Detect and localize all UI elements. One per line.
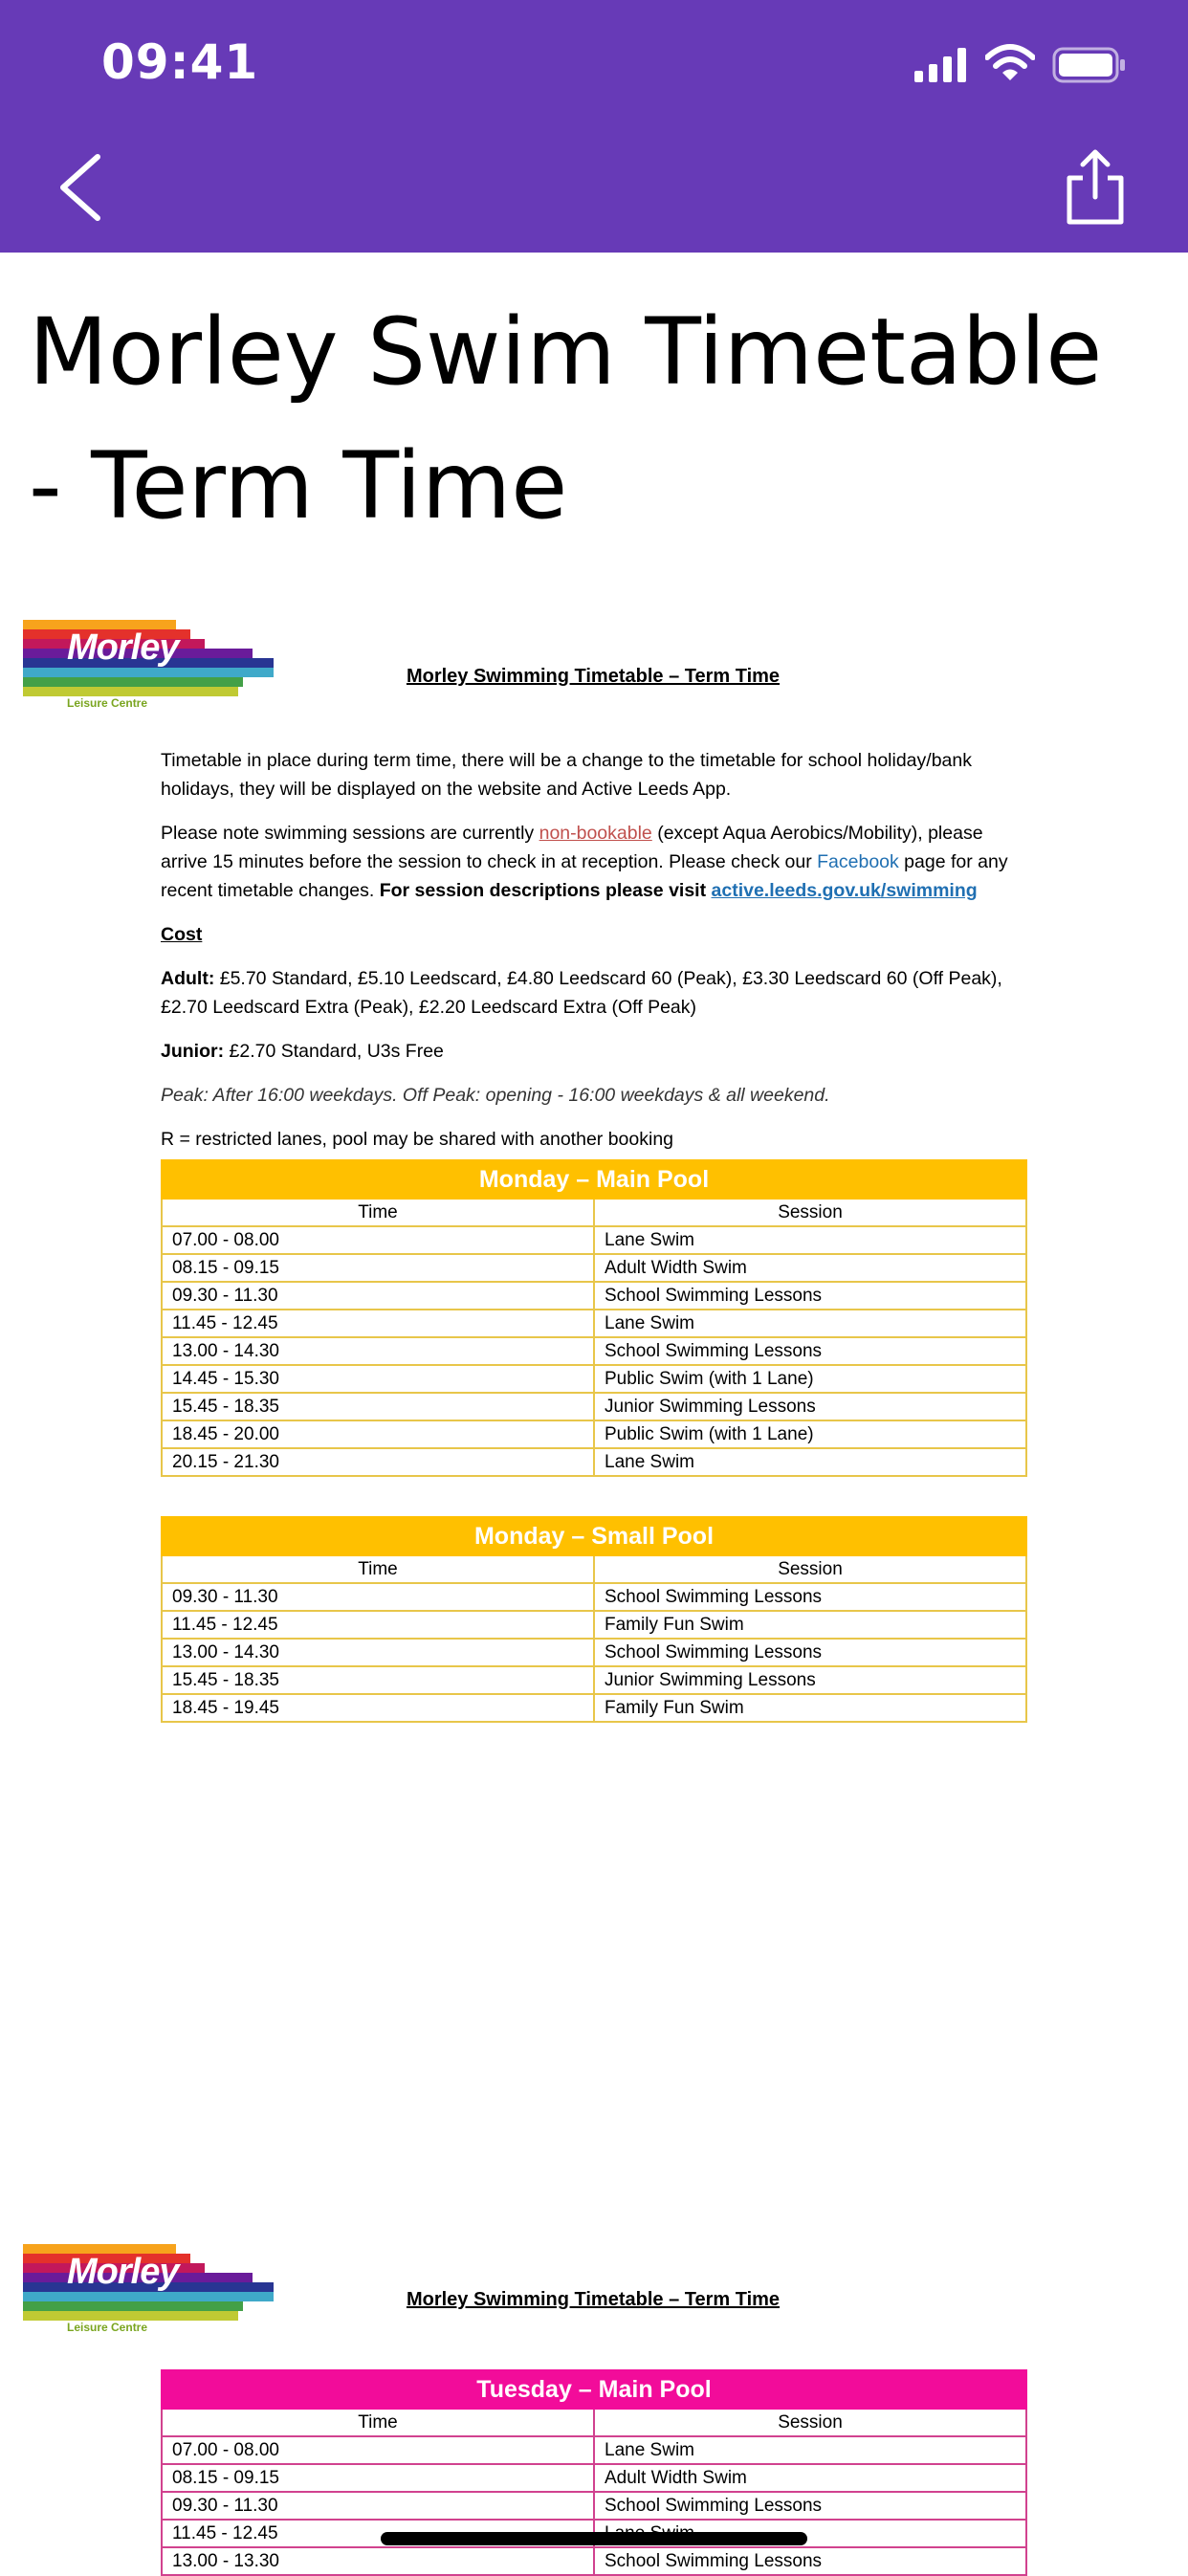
table-row <box>162 1393 1026 1420</box>
session-column-header: Session <box>594 2409 1026 2436</box>
adult-label: Adult: <box>161 968 215 989</box>
battery-icon <box>1052 46 1127 84</box>
time-cell: 14.45 - 15.30 <box>162 1365 594 1393</box>
restricted-note: R = restricted lanes, pool may be shared with another booking <box>161 1129 674 1150</box>
adult-price-text: £5.70 Standard, £5.10 Leedscard, £4.80 Leedscard 60 (Peak), £3.30 Leedscard 60 (Off Peak), £2.70 Leedscard Extra (Peak), £2.20 Leedscard Extra (Off Peak) <box>161 968 1002 1018</box>
logo-subtitle: Leisure Centre <box>67 696 148 710</box>
time-cell: 09.30 - 11.30 <box>162 2492 594 2520</box>
time-cell: 15.45 - 18.35 <box>162 1393 594 1420</box>
monday-main-pool-table <box>161 1159 1027 1477</box>
facebook-link[interactable]: Facebook <box>817 851 899 872</box>
status-time: 09:41 <box>101 34 259 90</box>
morley-logo <box>23 2244 274 2334</box>
table-row <box>162 2436 1026 2464</box>
session-cell: Lane Swim <box>594 1310 1026 1337</box>
intro-text <box>161 746 1031 1169</box>
table-row <box>162 1337 1026 1365</box>
session-cell: Adult Width Swim <box>594 1254 1026 1282</box>
time-cell: 08.15 - 09.15 <box>162 1254 594 1282</box>
table-row <box>162 1639 1026 1666</box>
notice-text: page for any recent timetable changes. <box>161 851 1008 901</box>
session-column-header: Session <box>594 1199 1026 1226</box>
junior-price-text: £2.70 Standard, U3s Free <box>224 1041 444 1062</box>
table-row <box>162 1666 1026 1694</box>
notice-text: Please note swimming sessions are currently <box>161 823 539 844</box>
session-cell: School Swimming Lessons <box>594 1337 1026 1365</box>
notice-text: (except Aqua Aerobics/Mobility), please arrive 15 minutes before the session to check in at reception. Please check our <box>161 823 983 872</box>
junior-label: Junior: <box>161 1041 225 1062</box>
home-indicator[interactable] <box>381 2532 807 2545</box>
table-row <box>162 1420 1026 1448</box>
session-cell: Family Fun Swim <box>594 1694 1026 1722</box>
adult-prices <box>161 964 1031 1022</box>
time-column-header: Time <box>162 1555 594 1583</box>
time-cell: 13.00 - 13.30 <box>162 2547 594 2575</box>
notice-bold-text: For session descriptions please visit <box>379 880 712 901</box>
morley-logo <box>23 620 274 710</box>
session-cell: School Swimming Lessons <box>594 2492 1026 2520</box>
session-cell: School Swimming Lessons <box>594 1282 1026 1310</box>
table-row <box>162 1310 1026 1337</box>
logo-name: Morley <box>67 2252 179 2292</box>
table-title: Monday – Main Pool <box>162 1160 1026 1199</box>
time-cell: 08.15 - 09.15 <box>162 2464 594 2492</box>
time-cell: 13.00 - 14.30 <box>162 1337 594 1365</box>
table-row <box>162 2464 1026 2492</box>
share-icon[interactable] <box>1064 149 1127 226</box>
session-cell: School Swimming Lessons <box>594 1583 1026 1611</box>
back-chevron-icon[interactable] <box>55 153 105 222</box>
table-row <box>162 1583 1026 1611</box>
session-cell: Family Fun Swim <box>594 1611 1026 1639</box>
swimming-site-link[interactable]: active.leeds.gov.uk/swimming <box>711 880 978 901</box>
table-row <box>162 1226 1026 1254</box>
time-cell: 09.30 - 11.30 <box>162 1282 594 1310</box>
session-cell: Public Swim (with 1 Lane) <box>594 1420 1026 1448</box>
session-cell: Adult Width Swim <box>594 2464 1026 2492</box>
table-row <box>162 1448 1026 1476</box>
intro-paragraph: Timetable in place during term time, there will be a change to the timetable for school holiday/bank holidays, they will be displayed on the website and Active Leeds App. <box>161 750 972 800</box>
non-bookable-link[interactable]: non-bookable <box>539 823 652 844</box>
cost-heading-text: Cost <box>161 924 203 945</box>
time-cell: 07.00 - 08.00 <box>162 2436 594 2464</box>
session-cell: Lane Swim <box>594 1226 1026 1254</box>
session-cell: Public Swim (with 1 Lane) <box>594 1365 1026 1393</box>
page-title: Morley Swim Timetable - Term Time <box>29 298 1103 539</box>
time-cell: 15.45 - 18.35 <box>162 1666 594 1694</box>
session-cell: School Swimming Lessons <box>594 2547 1026 2575</box>
time-cell: 18.45 - 20.00 <box>162 1420 594 1448</box>
logo-subtitle: Leisure Centre <box>67 2321 148 2334</box>
doc-heading: Morley Swimming Timetable – Term Time <box>406 666 781 687</box>
time-cell: 09.30 - 11.30 <box>162 1583 594 1611</box>
time-cell: 07.00 - 08.00 <box>162 1226 594 1254</box>
table-row <box>162 1282 1026 1310</box>
junior-prices <box>161 1037 1031 1066</box>
notice-paragraph <box>161 819 1031 905</box>
time-cell: 11.45 - 12.45 <box>162 1611 594 1639</box>
nav-header <box>0 0 1188 253</box>
session-cell: School Swimming Lessons <box>594 1639 1026 1666</box>
table-row <box>162 1694 1026 1722</box>
table-row <box>162 2492 1026 2520</box>
cost-heading <box>161 920 1031 949</box>
table-row <box>162 1365 1026 1393</box>
session-cell: Junior Swimming Lessons <box>594 1666 1026 1694</box>
session-cell: Junior Swimming Lessons <box>594 1393 1026 1420</box>
time-cell: 18.45 - 19.45 <box>162 1694 594 1722</box>
peak-note: Peak: After 16:00 weekdays. Off Peak: opening - 16:00 weekdays & all weekend. <box>161 1085 830 1106</box>
table-row <box>162 1611 1026 1639</box>
table-row <box>162 1254 1026 1282</box>
monday-small-pool-table <box>161 1516 1027 1723</box>
time-cell: 11.45 - 12.45 <box>162 2520 594 2547</box>
time-cell: 20.15 - 21.30 <box>162 1448 594 1476</box>
session-cell: Lane Swim <box>594 2436 1026 2464</box>
session-cell: Lane Swim <box>594 1448 1026 1476</box>
time-column-header: Time <box>162 2409 594 2436</box>
table-title: Monday – Small Pool <box>162 1517 1026 1555</box>
time-cell: 11.45 - 12.45 <box>162 1310 594 1337</box>
table-title: Tuesday – Main Pool <box>162 2370 1026 2409</box>
doc-heading: Morley Swimming Timetable – Term Time <box>406 2289 781 2310</box>
time-cell: 13.00 - 14.30 <box>162 1639 594 1666</box>
wifi-icon <box>985 44 1035 82</box>
session-column-header: Session <box>594 1555 1026 1583</box>
cellular-signal-icon <box>914 48 966 82</box>
logo-name: Morley <box>67 627 179 668</box>
time-column-header: Time <box>162 1199 594 1226</box>
